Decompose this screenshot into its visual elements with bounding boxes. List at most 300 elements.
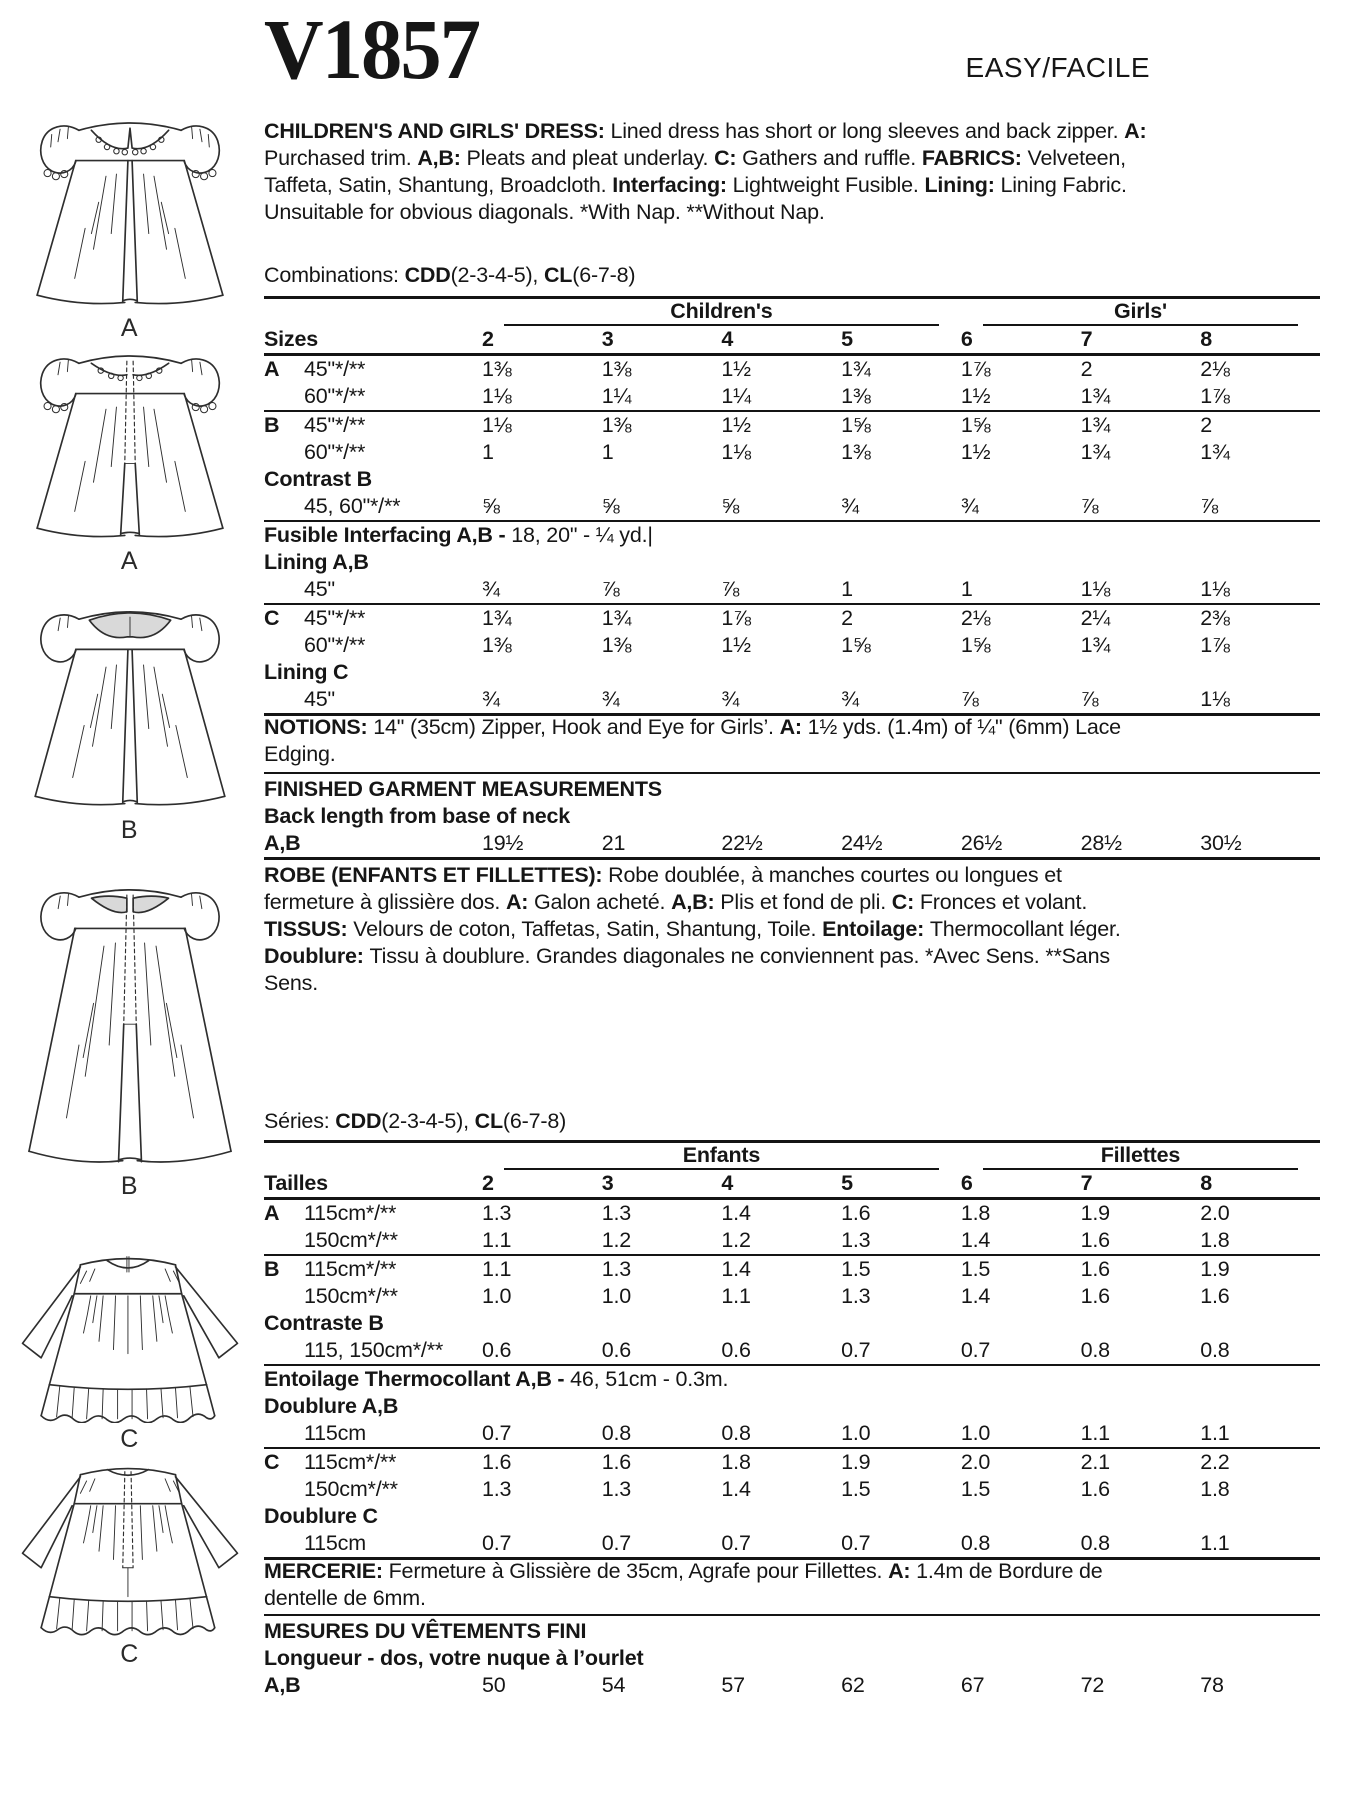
yardage-value: 1.0 [482, 1284, 512, 1308]
yardage-row [264, 1476, 1320, 1503]
content-panel [264, 0, 1320, 1800]
finished-value: 62 [841, 1673, 865, 1697]
finished-value: 57 [721, 1673, 745, 1697]
width-label: 45" [304, 577, 335, 601]
finished-measurements-french [264, 1614, 1320, 1699]
bold-segment: TISSUS: [264, 917, 354, 941]
yardage-value: 1.0 [841, 1421, 871, 1445]
width-label: 60"*/** [304, 440, 366, 464]
yardage-value: 1.9 [841, 1450, 871, 1474]
yardage-value: 1.3 [482, 1201, 512, 1225]
text-segment: Plis et fond de pli. [720, 890, 892, 914]
yardage-row [264, 1227, 1320, 1254]
finished-row [264, 830, 1320, 857]
group-header-row [264, 299, 1320, 326]
yardage-value: ¾ [601, 687, 620, 711]
yardage-row [264, 1393, 1320, 1420]
yardage-row [264, 1530, 1320, 1557]
dress-sketch-a-front [6, 103, 254, 343]
finished-value: 30½ [1200, 831, 1242, 855]
text-segment: Lightweight Fusible. [732, 173, 925, 197]
yardage-value: ⅞ [601, 577, 620, 601]
section-label: Doublure C [264, 1504, 378, 1528]
yardage-value: 1¾ [1080, 440, 1111, 464]
text-segment: Gathers and ruffle. [742, 146, 922, 170]
yardage-value: ¾ [482, 687, 500, 711]
bold-segment: A: [1124, 119, 1147, 143]
text-segment: Purchased trim. [264, 146, 418, 170]
sketch-label: C [120, 1425, 140, 1453]
text-segment: Velours de coton, Taffetas, Satin, Shantung, Toile. [353, 917, 823, 941]
size-value: 8 [1200, 1171, 1213, 1195]
size-header-row [264, 1170, 1320, 1200]
group-header: Girls' [983, 299, 1298, 326]
combinations-line [264, 262, 1150, 289]
bold-segment: Entoilage: [822, 917, 930, 941]
yardage-value: 1.8 [960, 1201, 991, 1225]
yardage-value: 1.6 [1080, 1257, 1110, 1281]
yardage-row [264, 520, 1320, 549]
pattern-number: V1857 [264, 1, 480, 97]
yardage-value: ⅝ [482, 494, 500, 518]
yardage-row [264, 632, 1320, 659]
yardage-row [264, 1447, 1320, 1476]
yardage-value: 1.6 [1080, 1228, 1110, 1252]
dress-sketch-b-back [6, 868, 254, 1201]
bold-segment: A: [779, 715, 808, 739]
yardage-value: 0.7 [841, 1531, 871, 1555]
bold-segment: NOTIONS: [264, 715, 374, 739]
yardage-value: 1.0 [960, 1421, 991, 1445]
text-segment: 18, 20" - ¼ yd.| [511, 523, 653, 547]
dress-a-front-drawing [10, 103, 250, 312]
finished-title: FINISHED GARMENT MEASUREMENTS [264, 777, 662, 801]
yardage-value: ¾ [960, 494, 979, 518]
yardage-value: 1.4 [960, 1284, 991, 1308]
yardage-value: 0.7 [482, 1421, 512, 1445]
yardage-value: 1.8 [1200, 1477, 1230, 1501]
width-label: 60"*/** [304, 384, 366, 408]
size-value: 7 [1080, 1171, 1093, 1195]
sketch-label: B [120, 816, 140, 844]
text-segment: Robe doublée, à manches courtes ou longues et fermeture à glissière dos. [264, 863, 1062, 914]
yardage-value: 2¼ [1080, 606, 1111, 630]
finished-value: 28½ [1080, 831, 1122, 855]
yardage-value: 1¾ [1080, 384, 1111, 408]
note-text [264, 522, 1320, 549]
yardage-value: 1.1 [1200, 1531, 1230, 1555]
bold-segment: C: [891, 890, 920, 914]
text-segment: Thermocollant léger. [929, 917, 1121, 941]
text-segment: Velveteen, Taffeta, Satin, Shantung, Broadcloth. [264, 146, 1126, 197]
width-label: 45" [304, 687, 335, 711]
yardage-value: 1.1 [482, 1228, 512, 1252]
yardage-value: 1⅛ [482, 413, 512, 437]
yardage-value: 1⅞ [960, 357, 991, 381]
yardage-value: ¾ [721, 687, 740, 711]
text-segment: 1½ yds. (1.4m) of ¼" (6mm) Lace Edging. [264, 715, 1121, 766]
bold-segment: Interfacing: [612, 173, 733, 197]
yardage-value: 1.1 [1080, 1421, 1110, 1445]
yardage-value: 1.5 [841, 1257, 871, 1281]
yardage-row [264, 410, 1320, 439]
yardage-value: 2.0 [1200, 1201, 1230, 1225]
yardage-value: 0.8 [601, 1421, 631, 1445]
text-segment: Lining Fabric. Unsuitable for obvious diagonals. *With Nap. **Without Nap. [264, 173, 1127, 224]
yardage-value: ¾ [841, 494, 859, 518]
yardage-value: 1.0 [601, 1284, 631, 1308]
sketch-label: C [120, 1640, 140, 1668]
finished-measurements-english [264, 772, 1320, 860]
dress-b-front-drawing [10, 590, 250, 814]
yardage-value: 1½ [960, 384, 991, 408]
bold-segment: CDD [335, 1109, 382, 1133]
yardage-value: 1.2 [601, 1228, 631, 1252]
width-label: 115cm*/** [304, 1201, 397, 1225]
finished-row [264, 1672, 1320, 1699]
yardage-value: 1⅜ [601, 633, 632, 657]
yardage-value: 1⅞ [721, 606, 751, 630]
text-segment: Séries: [264, 1109, 336, 1133]
text-segment: Galon acheté. [534, 890, 672, 914]
yardage-value: 1.6 [1080, 1477, 1110, 1501]
bold-segment: FABRICS: [921, 146, 1028, 170]
yardage-value: 1 [841, 577, 853, 601]
dress-sketch-c-back [6, 1452, 254, 1669]
yardage-value: 1.6 [1200, 1284, 1230, 1308]
yardage-value: 0.8 [960, 1531, 991, 1555]
yardage-value: 0.7 [482, 1531, 512, 1555]
yardage-value: 1.3 [841, 1284, 871, 1308]
size-value: 6 [960, 1171, 973, 1195]
yardage-row [264, 1254, 1320, 1283]
yardage-row [264, 1364, 1320, 1393]
yardage-row [264, 356, 1320, 383]
yardage-value: 0.8 [1080, 1338, 1110, 1362]
yardage-value: 1.9 [1080, 1201, 1110, 1225]
bold-segment: Doublure: [264, 944, 370, 968]
bold-segment: A: [505, 890, 535, 914]
yardage-value: 1.5 [841, 1477, 871, 1501]
yardage-value: 1¾ [1080, 633, 1111, 657]
yardage-row [264, 1310, 1320, 1337]
yardage-value: 0.8 [721, 1421, 751, 1445]
bold-segment: CHILDREN'S AND GIRLS' DRESS: [264, 119, 611, 143]
yardage-value: 1⅜ [482, 357, 512, 381]
yardage-value: ⅝ [601, 494, 620, 518]
yardage-value: 1½ [960, 440, 991, 464]
width-label: 115, 150cm*/** [304, 1338, 444, 1362]
yardage-value: ⅞ [1080, 687, 1099, 711]
yardage-value: 1⅜ [841, 384, 871, 408]
finished-value: 24½ [841, 831, 883, 855]
yardage-value: 1¾ [1080, 413, 1111, 437]
view-letter: B [264, 1257, 280, 1281]
bold-segment: Entoilage Thermocollant A,B - [264, 1367, 571, 1391]
yardage-value: ⅝ [721, 494, 740, 518]
yardage-table-french [264, 1140, 1320, 1560]
yardage-value: 1 [482, 440, 494, 464]
width-label: 45"*/** [304, 606, 366, 630]
yardage-value: 1½ [721, 357, 751, 381]
yardage-value: 2 [1200, 413, 1213, 437]
yardage-value: 1⅜ [482, 633, 512, 657]
yardage-value: 1⅜ [601, 357, 632, 381]
yardage-value: 1⅝ [841, 633, 871, 657]
yardage-value: 1.3 [841, 1228, 871, 1252]
yardage-value: 1⅛ [1080, 577, 1111, 601]
dress-b-back-drawing [10, 868, 250, 1170]
bold-segment: C: [714, 146, 743, 170]
yardage-value: 1⅛ [1200, 577, 1230, 601]
yardage-row [264, 493, 1320, 520]
yardage-value: 1.4 [721, 1201, 751, 1225]
yardage-value: 1.8 [1200, 1228, 1230, 1252]
finished-value: 26½ [960, 831, 1003, 855]
size-value: 4 [721, 327, 734, 351]
yardage-value: 1.9 [1200, 1257, 1230, 1281]
width-label: 45"*/** [304, 357, 366, 381]
text-segment: Fermeture à Glissière de 35cm, Agrafe pour Fillettes. [388, 1559, 889, 1583]
yardage-value: 0.7 [601, 1531, 631, 1555]
yardage-value: ¾ [841, 687, 859, 711]
yardage-value: 1.6 [841, 1201, 871, 1225]
text-segment: 46, 51cm - 0.3m. [570, 1367, 729, 1391]
yardage-value: 1¾ [601, 606, 632, 630]
dress-c-back-drawing [6, 1452, 254, 1638]
yardage-value: 1.3 [601, 1477, 631, 1501]
text-segment: Lined dress has short or long sleeves and back zipper. [610, 119, 1125, 143]
group-header: Children's [504, 299, 939, 326]
view-letter: B [264, 413, 280, 437]
finished-value: 67 [960, 1673, 985, 1697]
yardage-value: ⅞ [721, 577, 740, 601]
yardage-value: 1.1 [482, 1257, 512, 1281]
yardage-value: 1¼ [721, 384, 751, 408]
section-label: Lining A,B [264, 550, 369, 574]
text-segment: 14" (35cm) Zipper, Hook and Eye for Girls’. [373, 715, 780, 739]
sketch-label: B [120, 1172, 140, 1200]
yardage-row [264, 383, 1320, 410]
sizes-label: Tailles [264, 1171, 328, 1195]
text-segment: (2-3-4-5), [450, 263, 544, 287]
yardage-row [264, 1420, 1320, 1447]
yardage-value: 1⅜ [841, 440, 871, 464]
width-label: 150cm*/** [304, 1477, 398, 1501]
yardage-value: 1.3 [482, 1477, 512, 1501]
group-header-row [264, 1143, 1320, 1170]
text-segment: Tissu à doublure. Grandes diagonales ne conviennent pas. *Avec Sens. **Sans Sens. [264, 944, 1110, 995]
view-letter: C [264, 606, 280, 630]
section-label: Doublure A,B [264, 1394, 399, 1418]
yardage-row [264, 576, 1320, 603]
yardage-value: ⅞ [1080, 494, 1099, 518]
yardage-value: 1.6 [1080, 1284, 1110, 1308]
yardage-value: 1⅝ [960, 413, 991, 437]
yardage-row [264, 1503, 1320, 1530]
yardage-row [264, 549, 1320, 576]
bold-segment: MERCERIE: [264, 1559, 389, 1583]
difficulty-label: EASY/FACILE [965, 52, 1150, 83]
yardage-value: 1.8 [721, 1450, 751, 1474]
description-english [264, 118, 1150, 226]
text-segment: (6-7-8) [572, 263, 636, 287]
finished-value: 22½ [721, 831, 763, 855]
mercerie-french [264, 1558, 1150, 1612]
text-segment: Pleats and pleat underlay. [466, 146, 715, 170]
dress-sketch-a-back [6, 336, 254, 576]
text-segment: 1.4m de Bordure de dentelle de 6mm. [264, 1559, 1103, 1610]
size-value: 2 [482, 1171, 494, 1195]
yardage-value: 0.7 [841, 1338, 871, 1362]
width-label: 45"*/** [304, 413, 366, 437]
yardage-value: 2.2 [1200, 1450, 1230, 1474]
bold-segment: A,B: [417, 146, 467, 170]
size-value: 4 [721, 1171, 734, 1195]
finished-value: 78 [1200, 1673, 1224, 1697]
dress-c-front-drawing [6, 1242, 254, 1423]
yardage-value: ⅞ [1200, 494, 1219, 518]
yardage-value: 0.6 [601, 1338, 631, 1362]
size-value: 3 [601, 327, 614, 351]
size-header-row [264, 326, 1320, 356]
yardage-value: 2 [1080, 357, 1093, 381]
yardage-value: 1.5 [960, 1257, 991, 1281]
yardage-value: 1.3 [601, 1201, 631, 1225]
yardage-value: 1¾ [1200, 440, 1230, 464]
yardage-value: 1 [960, 577, 973, 601]
section-label: Contrast B [264, 467, 372, 491]
series-line [264, 1108, 1150, 1135]
yardage-value: 0.8 [1080, 1531, 1110, 1555]
yardage-value: 0.6 [721, 1338, 751, 1362]
dress-sketch-b-front [6, 590, 254, 845]
section-label: Contraste B [264, 1311, 384, 1335]
view-letter: A [264, 1201, 280, 1225]
width-label: 115cm*/** [304, 1450, 397, 1474]
yardage-value: 1⅞ [1200, 633, 1230, 657]
yardage-row [264, 1283, 1320, 1310]
width-label: 115cm [304, 1421, 366, 1445]
yardage-value: ⅞ [960, 687, 979, 711]
section-label: Lining C [264, 660, 349, 684]
bold-segment: A: [888, 1559, 917, 1583]
yardage-value: 1.1 [1200, 1421, 1230, 1445]
yardage-value: 1⅛ [1200, 687, 1230, 711]
finished-row-label: A,B [264, 831, 301, 855]
size-value: 5 [841, 1171, 853, 1195]
group-header: Enfants [504, 1143, 939, 1170]
yardage-value: 2⅛ [960, 606, 991, 630]
sizes-label: Sizes [264, 327, 318, 351]
bold-segment: A,B: [671, 890, 721, 914]
yardage-value: 1.4 [960, 1228, 991, 1252]
yardage-value: 1.2 [721, 1228, 751, 1252]
yardage-value: 1¾ [482, 606, 512, 630]
yardage-row [264, 603, 1320, 632]
yardage-value: 1.6 [482, 1450, 512, 1474]
yardage-value: 0.6 [482, 1338, 512, 1362]
yardage-value: 2.0 [960, 1450, 991, 1474]
size-value: 3 [601, 1171, 614, 1195]
finished-subtitle: Back length from base of neck [264, 804, 571, 828]
yardage-value: 1½ [721, 413, 751, 437]
size-value: 6 [960, 327, 973, 351]
yardage-value: 1.3 [601, 1257, 631, 1281]
finished-subtitle: Longueur - dos, votre nuque à l’ourlet [264, 1646, 644, 1670]
yardage-value: 1½ [721, 633, 751, 657]
size-value: 7 [1080, 327, 1093, 351]
yardage-row [264, 466, 1320, 493]
bold-segment: CL [474, 1109, 503, 1133]
width-label: 115cm*/** [304, 1257, 397, 1281]
yardage-row [264, 686, 1320, 713]
yardage-row [264, 1337, 1320, 1364]
text-segment: Combinations: [264, 263, 405, 287]
yardage-value: 2 [841, 606, 853, 630]
yardage-value: 1¼ [601, 384, 632, 408]
bold-segment: CL [543, 263, 573, 287]
width-label: 115cm [304, 1531, 366, 1555]
width-label: 45, 60"*/** [304, 494, 401, 518]
yardage-value: 1 [601, 440, 614, 464]
yardage-value: 1⅛ [721, 440, 751, 464]
yardage-row [264, 659, 1320, 686]
yardage-value: 1⅛ [482, 384, 512, 408]
size-value: 2 [482, 327, 494, 351]
yardage-table-english [264, 296, 1320, 716]
bold-segment: ROBE (ENFANTS ET FILLETTES): [264, 863, 609, 887]
text-segment: Fronces et volant. [919, 890, 1088, 914]
yardage-value: 1⅞ [1200, 384, 1230, 408]
yardage-value: 1.5 [960, 1477, 991, 1501]
bold-segment: CDD [404, 263, 451, 287]
text-segment: (6-7-8) [502, 1109, 567, 1133]
dress-sketch-c-front [6, 1242, 254, 1454]
finished-value: 19½ [482, 831, 524, 855]
view-letter: A [264, 357, 280, 381]
yardage-value: 0.7 [721, 1531, 751, 1555]
width-label: 60"*/** [304, 633, 366, 657]
finished-value: 21 [601, 831, 626, 855]
yardage-value: 0.7 [960, 1338, 991, 1362]
yardage-value: 2⅜ [1200, 606, 1230, 630]
yardage-value: 1⅝ [841, 413, 871, 437]
finished-value: 50 [482, 1673, 506, 1697]
yardage-value: 1⅜ [601, 413, 632, 437]
width-label: 150cm*/** [304, 1284, 398, 1308]
yardage-value: 1⅝ [960, 633, 991, 657]
note-text [264, 1366, 1320, 1393]
yardage-value: ¾ [482, 577, 500, 601]
description-french [264, 862, 1150, 997]
bold-segment: Fusible Interfacing A,B - [264, 523, 512, 547]
yardage-value: 2.1 [1080, 1450, 1110, 1474]
group-header: Fillettes [983, 1143, 1298, 1170]
yardage-value: 1.1 [721, 1284, 751, 1308]
dress-a-back-drawing [10, 336, 250, 545]
finished-title: MESURES DU VÊTEMENTS FINI [264, 1619, 587, 1643]
yardage-row [264, 1200, 1320, 1227]
yardage-row [264, 439, 1320, 466]
yardage-value: 1.4 [721, 1477, 751, 1501]
view-letter: C [264, 1450, 280, 1474]
yardage-value: 1¾ [841, 357, 871, 381]
finished-value: 54 [601, 1673, 626, 1697]
text-segment: (2-3-4-5), [381, 1109, 475, 1133]
finished-row-label: A,B [264, 1673, 301, 1697]
sketch-label: A [120, 314, 140, 342]
